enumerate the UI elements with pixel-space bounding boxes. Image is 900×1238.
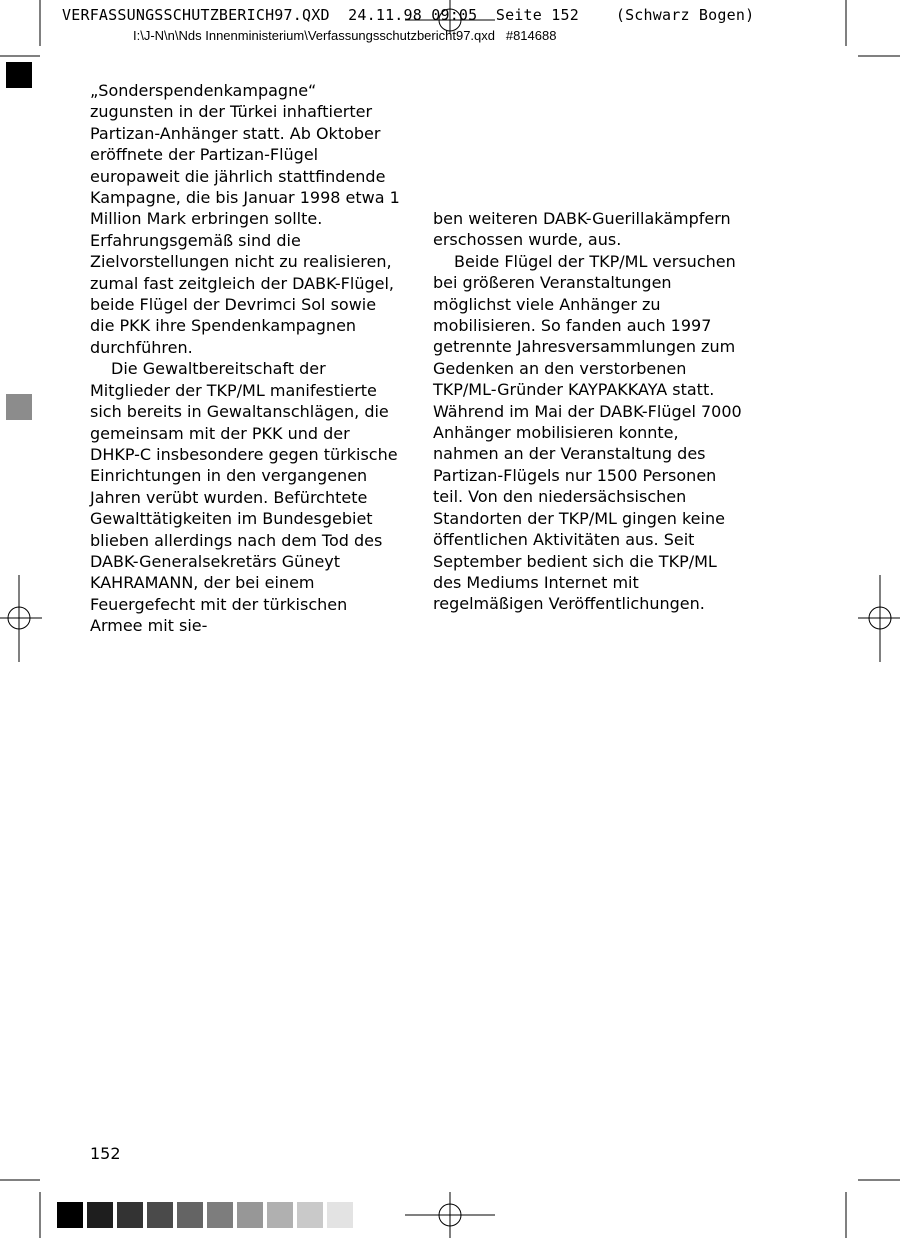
text-column-left (90, 80, 400, 637)
file-path-line: I:\J-N\n\Nds Innenministerium\Verfassungsschutzbericht97.qxd #814688 (133, 28, 557, 43)
paragraph: Die Gewaltbereitschaft der Mitglieder der TKP/ML manifestierte sich bereits in Gewaltanschlägen, die gemeinsam mit der PKK und der DHKP-C insbesondere gegen türkische Einrichtungen in den vergangenen Jahren verübt wurden. Befürchtete Gewalttätigkeiten im Bundesgebiet blieben allerdings nach dem Tod des DABK-Generalsekretärs Güneyt KAHRAMANN, der bei einem Feuergefecht mit der türkischen Armee mit sie- (90, 359, 398, 636)
gray-swatch (297, 1202, 323, 1228)
gray-swatch (147, 1202, 173, 1228)
color-control-strip (57, 1202, 353, 1228)
page-number: 152 (90, 1144, 121, 1163)
gray-swatch (207, 1202, 233, 1228)
print-slug-line: VERFASSUNGSSCHUTZBERICH97.QXD 24.11.98 09:05 Seite 152 (Schwarz Bogen) (62, 6, 755, 24)
gray-swatch (57, 1202, 83, 1228)
gray-swatch (267, 1202, 293, 1228)
gray-swatch (327, 1202, 353, 1228)
paragraph: Beide Flügel der TKP/ML versuchen bei größeren Veranstaltungen möglichst viele Anhänger zu mobilisieren. So fanden auch 1997 getrennte Jahresversammlungen zum Gedenken an den verstorbenen TKP/ML-Gründer KAYPAKKAYA statt. Während im Mai der DABK-Flügel 7000 Anhänger mobilisieren konnte, nahmen an der Veranstaltung des Partizan-Flügels nur 1500 Personen teil. Von den niedersächsischen Standorten der TKP/ML gingen keine öffentlichen Aktivitäten aus. Seit September bedient sich die TKP/ML des Mediums Internet mit regelmäßigen Veröffentlichungen. (433, 251, 742, 614)
gray-swatch (87, 1202, 113, 1228)
paragraph: „Sonderspendenkampagne“ zugunsten in der Türkei inhaftierter Partizan-Anhänger statt. Ab Oktober eröffnete der Partizan-Flügel europaweit die jährlich stattfindende Kampagne, die bis Januar 1998 etwa 1 Million Mark erbringen sollte. Erfahrungsgemäß sind die Zielvorstellungen nicht zu realisieren, zumal fast zeitgleich der DABK-Flügel, beide Flügel der Devrimci Sol sowie die PKK ihre Spendenkampagnen durchführen. (90, 81, 400, 357)
gray-swatch (117, 1202, 143, 1228)
paragraph: ben weiteren DABK-Guerillakämpfern erschossen wurde, aus. (433, 209, 731, 250)
gray-swatch (237, 1202, 263, 1228)
text-column-right (433, 208, 748, 615)
gray-swatch (177, 1202, 203, 1228)
